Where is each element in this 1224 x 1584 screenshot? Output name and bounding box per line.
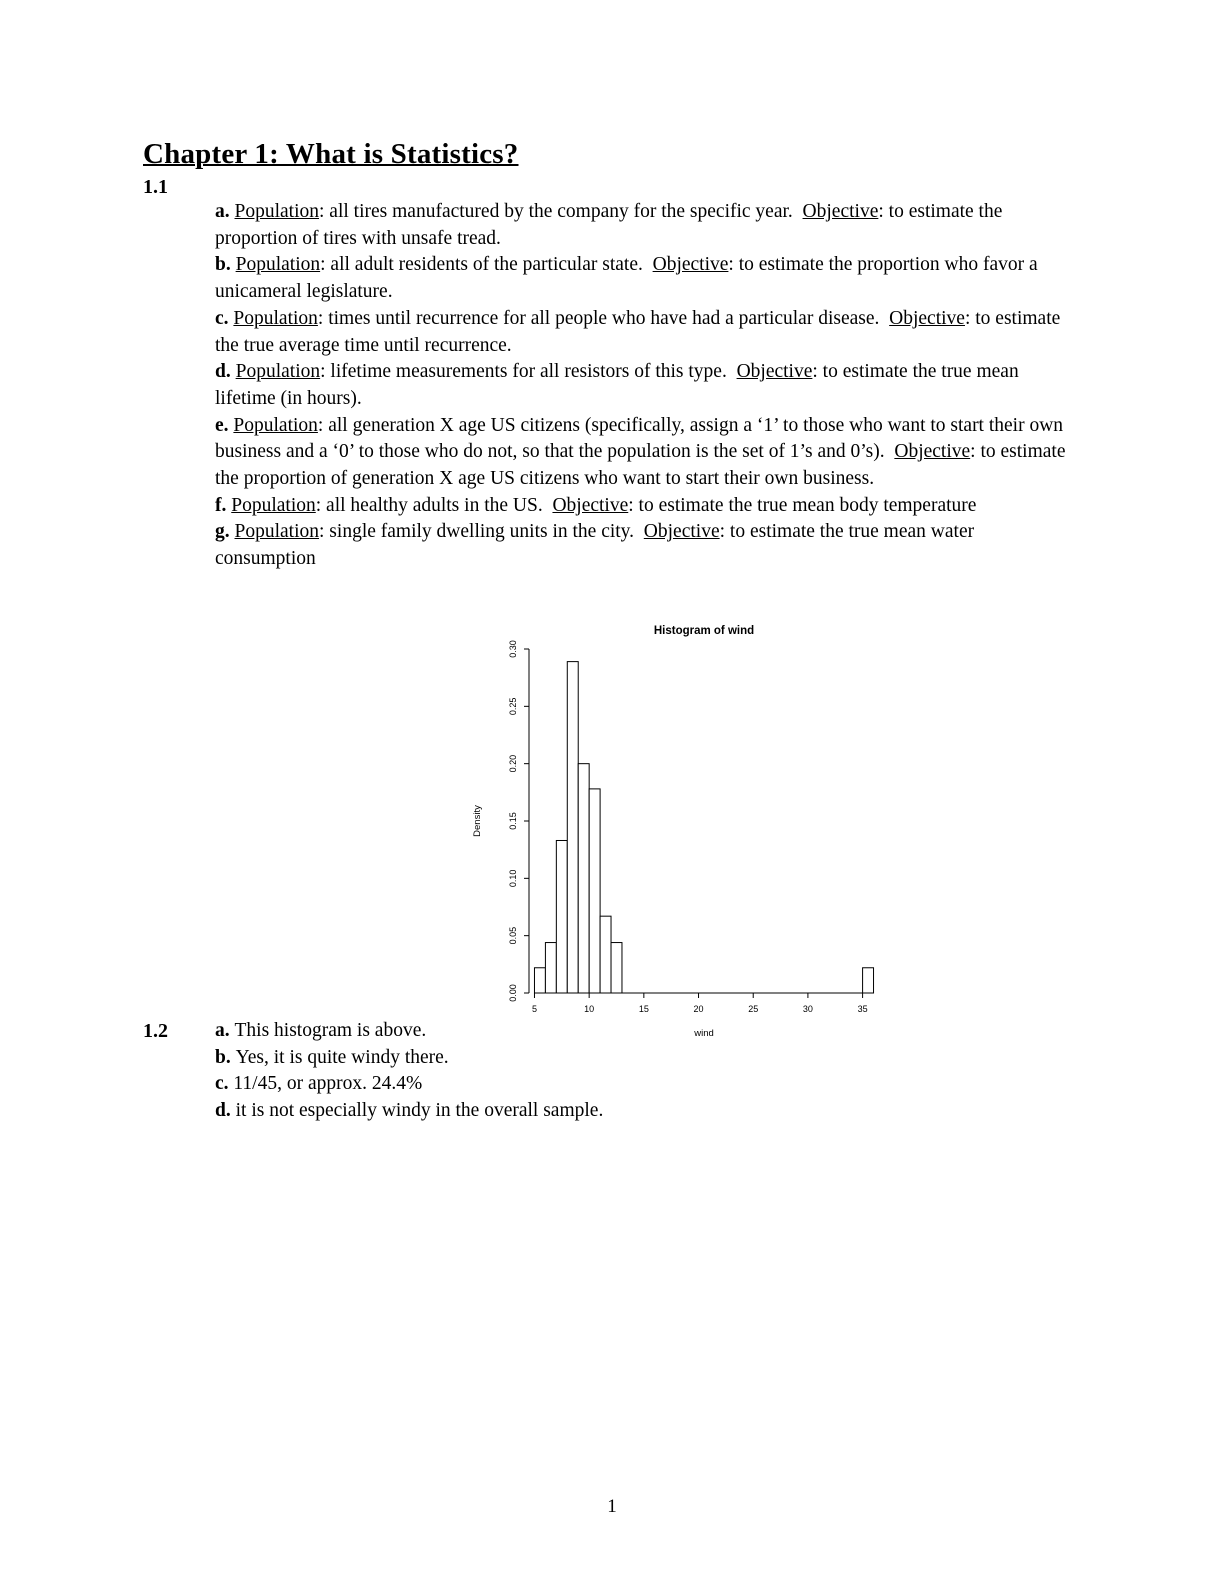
underlined-term: Population [234, 201, 320, 222]
underlined-term: Population [234, 521, 320, 543]
answer-text: : to estimate the true mean water consumption [215, 521, 979, 570]
underlined-term: Population [233, 414, 318, 436]
answers-list-1-1 [215, 199, 1069, 573]
answer-item-a [215, 199, 1069, 252]
page-number: 1 [607, 1496, 617, 1517]
underlined-term: Objective [652, 254, 729, 276]
answer-text: : to estimate the proportion of generation X age US citizens who want to start their own business. [215, 441, 1071, 490]
item-letter: g. [215, 521, 235, 543]
answer-text: : to estimate the true mean lifetime (in hours). [215, 361, 1024, 409]
histogram-bar [600, 916, 611, 993]
answer-item-a [215, 1018, 1069, 1045]
underlined-term: Objective [894, 441, 971, 463]
answer-text: it is not especially windy in the overall sample. [235, 1099, 604, 1121]
histogram-bar [534, 968, 545, 993]
wind-histogram [465, 619, 895, 1049]
item-letter: c. [215, 1073, 234, 1095]
x-tick-label: 20 [693, 1003, 704, 1014]
x-tick-label: 35 [857, 1003, 868, 1014]
answer-text: : all healthy adults in the US. [315, 494, 553, 516]
item-letter: f. [215, 494, 232, 516]
answer-text: : times until recurrence for all people who have had a particular disease. [317, 307, 890, 329]
x-tick-label: 15 [638, 1003, 649, 1014]
chapter-title: Chapter 1: What is Statistics? [143, 138, 519, 170]
answer-text: : single family dwelling units in the city. [319, 521, 644, 543]
histogram-bar [578, 764, 589, 993]
underlined-term: Objective [643, 521, 720, 543]
underlined-term: Population [235, 254, 321, 276]
answer-text: : to estimate the true average time until recurrence. [215, 307, 1066, 356]
answer-item-b [215, 1045, 1069, 1072]
x-tick-label: 30 [802, 1003, 813, 1014]
x-axis-label: wind [694, 1027, 714, 1039]
underlined-term: Population [231, 494, 316, 516]
answer-text: 11/45, or approx. 24.4% [233, 1073, 423, 1095]
answer-text: This histogram is above. [234, 1019, 427, 1041]
answers-list-1-2 [215, 1018, 1069, 1125]
y-tick-label: 0.00 [508, 984, 518, 1002]
item-letter: a. [215, 1019, 235, 1041]
x-tick-label: 25 [748, 1003, 759, 1014]
x-tick-label: 10 [584, 1003, 595, 1014]
section-label-1-2: 1.2 [143, 1019, 168, 1042]
item-letter: a. [215, 201, 235, 222]
answer-item-e [215, 413, 1069, 493]
answer-text: : to estimate the proportion of tires with unsafe tread. [215, 201, 1008, 249]
y-tick-label: 0.15 [508, 812, 518, 830]
answer-text: : lifetime measurements for all resistors of this type. [320, 361, 737, 383]
chart-title: Histogram of wind [653, 624, 755, 637]
answer-text: : all adult residents of the particular state. [320, 254, 653, 276]
item-letter: b. [215, 254, 236, 276]
answer-item-c [215, 306, 1069, 359]
underlined-term: Objective [552, 494, 629, 516]
answer-text: : to estimate the proportion who favor a unicameral legislature. [215, 254, 1043, 303]
answer-text: : all generation X age US citizens (specifically, assign a ‘1’ to those who want to start their own business and a ‘0’ to those who do not, so that the population is the set of 1’s and 0’s). [215, 414, 1068, 463]
item-letter: e. [215, 414, 234, 436]
underlined-term: Population [235, 361, 321, 383]
item-letter: d. [215, 1099, 236, 1121]
item-letter: d. [215, 361, 236, 383]
section-1-2 [143, 1018, 1069, 1125]
y-tick-label: 0.05 [508, 926, 518, 945]
item-letter: c. [215, 307, 234, 329]
histogram-bar [611, 942, 622, 992]
y-tick-label: 0.20 [508, 754, 518, 773]
answer-item-g [215, 519, 1069, 572]
answer-text: : to estimate the true mean body temperature [628, 494, 977, 516]
answer-item-c [215, 1071, 1069, 1098]
y-tick-label: 0.30 [508, 640, 518, 658]
underlined-term: Population [233, 307, 318, 329]
y-tick-label: 0.10 [508, 869, 518, 887]
histogram-bar [545, 942, 556, 992]
underlined-term: Objective [736, 361, 813, 383]
section-label-1-1: 1.1 [143, 176, 168, 198]
answer-item-d [215, 1098, 1069, 1125]
wind-histogram-figure [465, 619, 895, 1054]
y-axis-label: Density [472, 805, 483, 837]
x-tick-label: 5 [531, 1003, 537, 1014]
answer-item-b [215, 252, 1069, 305]
answer-item-f [215, 493, 1069, 520]
answer-item-d [215, 359, 1069, 412]
answer-text: Yes, it is quite windy there. [235, 1046, 449, 1068]
underlined-term: Objective [889, 307, 965, 329]
underlined-term: Objective [802, 201, 879, 222]
answer-text: : all tires manufactured by the company for the specific year. [319, 201, 803, 222]
histogram-bar [589, 789, 600, 993]
histogram-bar [567, 661, 578, 992]
y-tick-label: 0.25 [508, 697, 518, 715]
histogram-bar [556, 840, 567, 993]
item-letter: b. [215, 1046, 236, 1068]
histogram-bar [863, 968, 874, 993]
